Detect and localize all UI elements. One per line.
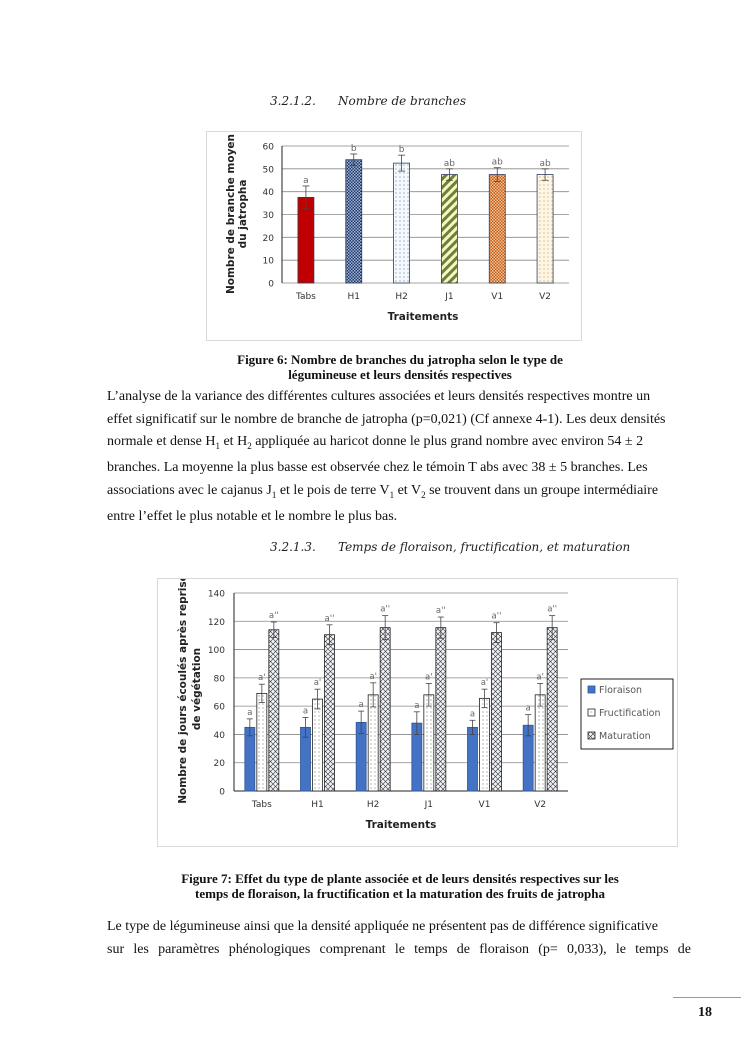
y-tick-label: 80: [213, 674, 225, 685]
bar-fructification-H2: [368, 695, 378, 791]
text-line: associations avec le cajanus $J_1$ et le pois de terre $V_1$ et $V_2$ se trouvent dans un groupe intermédiaire: [107, 482, 659, 500]
x-tick-label: H2: [395, 292, 408, 302]
significance-label: a: [358, 700, 364, 711]
bar-J1: [441, 175, 457, 283]
bar-fructification-J1: [424, 695, 434, 791]
significance-label: a'': [380, 604, 391, 615]
x-tick-label: J1: [445, 292, 454, 302]
section-heading-phenology: [270, 540, 630, 554]
significance-label: a'': [547, 604, 558, 615]
significance-label: a: [469, 709, 476, 720]
bar-Tabs: [298, 197, 314, 283]
x-tick-label: Tabs: [251, 800, 272, 810]
paragraph-phenology: [107, 916, 691, 961]
y-tick-label: 100: [207, 646, 225, 657]
legend-swatch-floraison: [588, 686, 595, 693]
page-number: 18: [698, 1005, 712, 1020]
bar-H2: [394, 163, 410, 283]
bar-V2: [537, 175, 553, 283]
legend: [581, 679, 673, 749]
significance-label: a': [536, 672, 544, 683]
y-tick-label: 60: [262, 142, 274, 153]
y-tick-label: 0: [268, 279, 274, 290]
x-axis-label: Traitements: [387, 311, 459, 323]
text-line: L’analyse de la variance des différentes cultures associées et leurs densités respectives montre un: [107, 389, 651, 404]
bar-floraison-Tabs: [245, 727, 255, 791]
x-tick-label: H1: [311, 800, 324, 810]
section-heading-branches: [270, 94, 466, 108]
figure6-chart: [206, 131, 582, 341]
y-axis-label-line2: de végétation: [191, 647, 203, 731]
caption-line: Figure 7: Effet du type de plante associée et de leurs densités respectives sur les: [181, 871, 619, 886]
y-axis-label-line1: Nombre de jours écoulés après reprise: [177, 579, 189, 804]
bar-maturation-V2: [547, 628, 557, 791]
bar-maturation-V1: [492, 633, 502, 791]
significance-label: a': [369, 671, 377, 682]
bars: [245, 605, 557, 810]
significance-label: a: [303, 175, 309, 186]
significance-label: a': [313, 678, 322, 689]
significance-label: ab: [539, 158, 551, 169]
significance-label: a'': [435, 606, 446, 617]
section-title: Nombre de branches: [338, 94, 467, 108]
x-tick-label: V2: [539, 292, 552, 302]
text-line: Le type de légumineuse ainsi que la densité appliquée ne présentent pas de différence significative: [107, 919, 658, 934]
y-tick-label: 10: [262, 256, 274, 267]
legend-label: Maturation: [599, 731, 651, 742]
bar-fructification-H1: [313, 699, 323, 791]
x-tick-label: J1: [424, 800, 434, 810]
footer-rule: [673, 997, 741, 998]
bar-fructification-V1: [480, 698, 490, 791]
significance-label: a'': [324, 613, 335, 624]
branch-bar-chart: [207, 132, 581, 340]
figure6-caption: [100, 352, 700, 382]
significance-label: ab: [443, 158, 456, 169]
significance-label: a': [258, 673, 266, 684]
y-tick-label: 30: [262, 211, 274, 221]
y-axis-label: Nombre de branche moyendu jatropha: [225, 133, 249, 295]
significance-label: a: [302, 706, 309, 717]
text-line: effet significatif sur le nombre de branche de jatropha (p=0,021) (Cf annexe 4-1). Les deux densités: [107, 411, 666, 427]
significance-label: a: [247, 707, 253, 718]
phenology-bar-chart: [158, 579, 677, 846]
significance-label: a: [414, 700, 420, 711]
significance-label: a: [525, 703, 531, 714]
bar-maturation-J1: [436, 628, 446, 791]
legend-swatch-maturation: [588, 732, 595, 739]
x-tick-label: H1: [347, 292, 360, 302]
significance-label: b: [398, 145, 405, 156]
significance-label: a'': [268, 610, 279, 621]
x-tick-label: H2: [366, 800, 380, 810]
bar-maturation-H1: [325, 635, 335, 791]
text-line: sur les paramètres phénologiques comprenant le temps de floraison (p= 0,033), le temps de: [107, 941, 691, 957]
bar-maturation-Tabs: [269, 630, 279, 791]
section-title: Temps de floraison, fructification, et maturation: [338, 540, 631, 554]
bar-V1: [489, 175, 505, 283]
bar-fructification-Tabs: [257, 693, 267, 791]
y-tick-label: 40: [262, 188, 274, 199]
caption-line: légumineuse et leurs densités respectives: [288, 367, 512, 382]
y-tick-label: 50: [262, 165, 274, 176]
figure7-chart: [157, 578, 678, 847]
paragraph-branch-analysis: [107, 386, 691, 529]
x-tick-label: Tabs: [295, 292, 316, 302]
significance-label: a': [425, 672, 433, 683]
text-line: branches. La moyenne la plus basse est observée chez le témoin T abs avec 38 ± 5 branches. Les: [107, 460, 648, 476]
significance-label: b: [350, 143, 357, 154]
x-tick-label: V1: [478, 800, 491, 810]
x-axis-label: Traitements: [365, 819, 437, 831]
bars: [295, 144, 553, 302]
y-tick-label: 0: [219, 787, 225, 798]
y-tick-label: 120: [207, 617, 225, 628]
bar-H1: [346, 160, 362, 283]
y-tick-label: 40: [213, 730, 225, 741]
legend-label: Floraison: [599, 685, 643, 696]
y-tick-label: 60: [213, 702, 225, 713]
section-number: 3.2.1.2.: [270, 94, 316, 108]
x-tick-label: V1: [491, 292, 504, 302]
section-number: 3.2.1.3.: [270, 540, 316, 554]
text-line: normale et dense $H_1$ et $H_2$ appliquée au haricot donne le plus grand nombre avec environ 54 ± 2: [107, 434, 644, 451]
legend-label: Fructification: [599, 708, 661, 719]
caption-line: temps de floraison, la fructification et la maturation des fruits de jatropha: [195, 886, 605, 901]
significance-label: a'': [491, 611, 502, 622]
caption-line: Figure 6: Nombre de branches du jatropha selon le type de: [237, 352, 563, 367]
legend-swatch-fructification: [588, 709, 595, 716]
text-line: entre l’effet le plus notable et le nombre le plus bas.: [107, 509, 398, 525]
y-tick-label: 140: [207, 589, 225, 600]
bar-fructification-V2: [535, 695, 545, 791]
significance-label: a': [480, 678, 489, 689]
figure7-caption: [100, 871, 700, 901]
bar-maturation-H2: [380, 628, 390, 791]
y-tick-label: 20: [213, 759, 225, 770]
bar-floraison-V1: [468, 727, 478, 791]
y-tick-label: 20: [262, 233, 274, 244]
x-tick-label: V2: [534, 800, 547, 810]
significance-label: ab: [491, 157, 503, 168]
